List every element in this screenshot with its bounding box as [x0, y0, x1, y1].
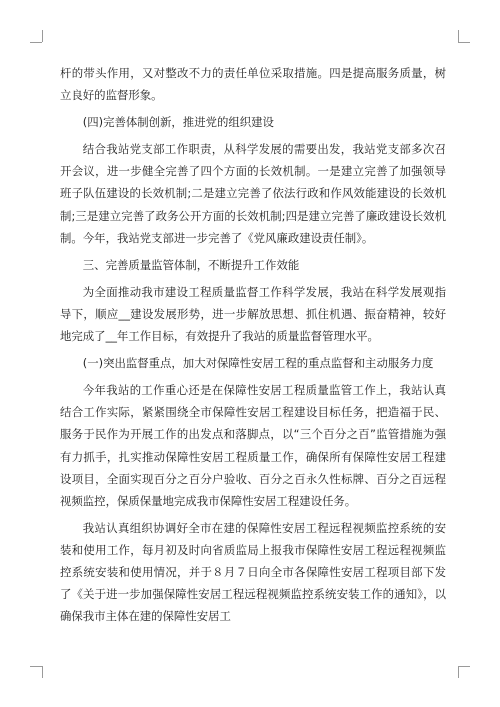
document-body — [60, 62, 446, 627]
crop-mark-top-right — [458, 42, 470, 43]
section-heading: 三、完善质量监管体制，不断提升工作效能 — [82, 257, 300, 272]
crop-mark-bottom-left — [30, 666, 42, 667]
paragraph: 为全面推动我市建设工程质量监督工作科学发展，我站在科学发展观指导下，顺应__建设发展形势，进一步解放思想、抓住机遇、振奋精神，较好地完成了__年工作目标，有效提升了我站的质量监督管理水平。 — [60, 284, 446, 344]
paragraph: 今年我站的工作重心还是在保障性安居工程质量监管工作上，我站认真结合工作实际，紧紧围绕全市保障性安居工程建设目标任务，把造福于民、服务于民作为开展工作的出发点和落脚点，以“三个百分之百”监管措施为强有力抓手，扎实推动保障性安居工程质量工作，确保所有保障性安居工程建设项目，全面实现百分之百分户验收、百分之百永久性标牌、百分之百远程视频监控，保质保量地完成我市保障性安居工程建设任务。 — [60, 383, 446, 508]
crop-mark-bottom-left — [42, 666, 43, 678]
crop-mark-bottom-right — [458, 666, 470, 667]
crop-mark-top-right — [458, 30, 459, 42]
paragraph: 结合我站党支部工作职责，从科学发展的需要出发，我站党支部多次召开会议，进一步健全完善了四个方面的长效机制。一是建立完善了加强领导班子队伍建设的长效机制;二是建立完善了依法行政和作风效能建设的长效机制;三是建立完善了政务公开方面的长效机制;四是建立完善了廉政建设长效机制。今年，我站党支部进一步完善了《党风廉政建设责任制》。 — [60, 142, 446, 245]
crop-mark-bottom-right — [458, 666, 459, 678]
paragraph: 我站认真组织协调好全市在建的保障性安居工程远程视频监控系统的安装和使用工作，每月初及时向省质监局上报我市保障性安居工程远程视频监控系统安装和使用情况，并于８月７日向全市各保障性安居工程项目部下发了《关于进一步加强保障性安居工程远程视频监控系统安装工作的通知》，以确保我市主体在建的保障性安居工 — [60, 520, 446, 624]
crop-mark-top-left — [30, 42, 42, 43]
section-heading: (四)完善体制创新，推进党的组织建设 — [82, 115, 274, 130]
paragraph: 杆的带头作用，又对整改不力的责任单位采取措施。四是提高服务质量，树立良好的监督形象。 — [60, 66, 446, 103]
crop-mark-top-left — [42, 30, 43, 42]
section-heading: (一)突出监督重点，加大对保障性安居工程的重点监督和主动服务力度 — [82, 356, 434, 371]
